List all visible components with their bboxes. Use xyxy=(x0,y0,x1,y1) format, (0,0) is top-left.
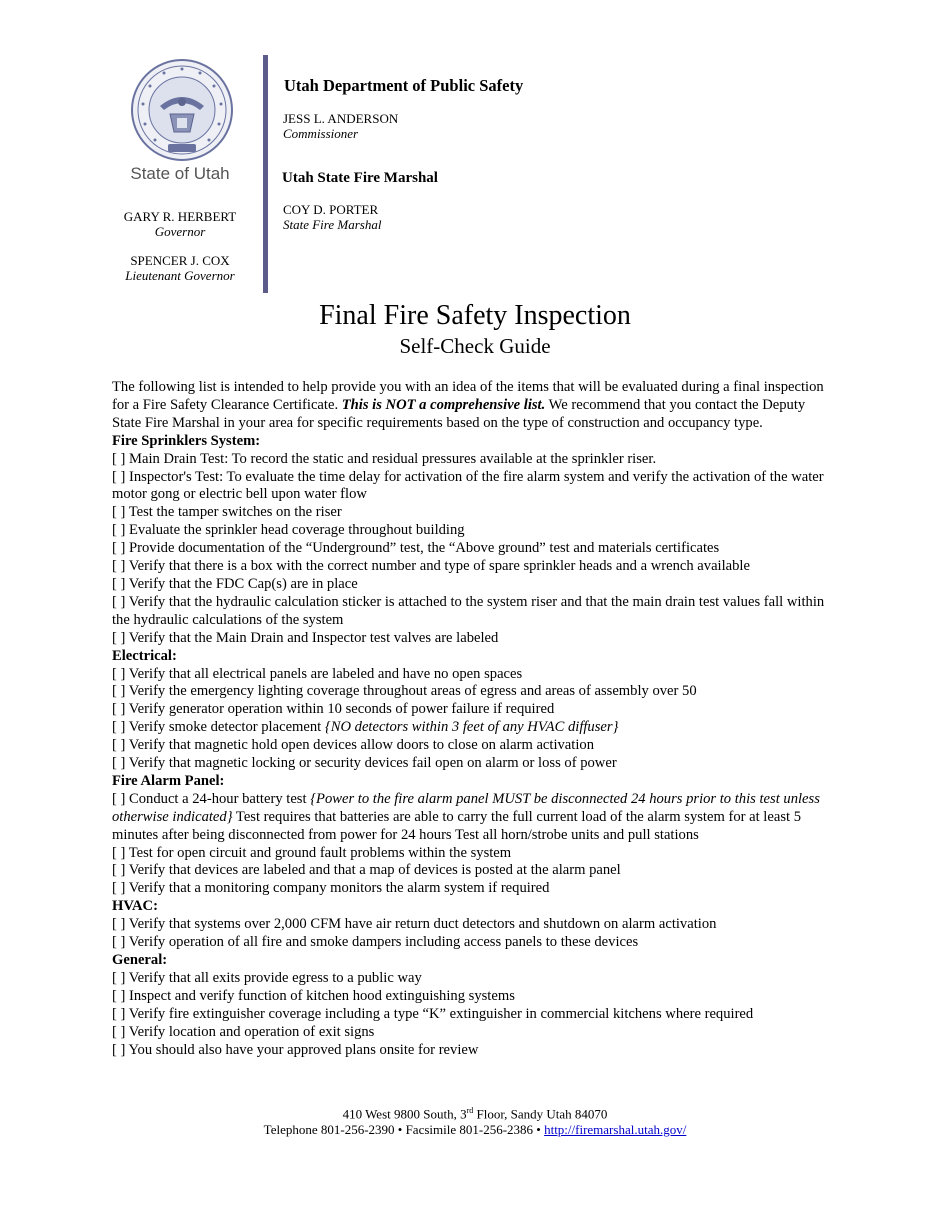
hvac-heading: HVAC: xyxy=(112,898,158,915)
battery-item-note: {Power to the fire alarm panel MUST be disconnected 24 hours prior to this test unless otherwise indicated} xyxy=(112,790,820,825)
checklist-item: [ ] Verify that magnetic locking or security devices fail open on alarm or loss of power xyxy=(112,755,617,772)
website-link[interactable]: http://firemarshal.utah.gov/ xyxy=(544,1122,687,1138)
checklist-item: [ ] Inspector's Test: To evaluate the time delay for activation of the fire alarm system and verify the activation of the water motor gong or electric bell upon water flow xyxy=(112,468,824,503)
sprinklers-heading: Fire Sprinklers System: xyxy=(112,432,261,449)
checklist-item: [ ] Main Drain Test: To record the static and residual pressures available at the sprinkler riser. xyxy=(112,450,657,467)
intro-text-2: We recommend that you contact the Deputy State Fire Marshal in your area for specific requirements based on the type of construction and occupancy type. xyxy=(112,396,806,431)
commissioner-block xyxy=(283,111,398,141)
electrical-heading: Electrical: xyxy=(112,647,177,664)
checklist-item: [ ] Test the tamper switches on the riser xyxy=(112,504,342,521)
contact-numbers: Telephone 801-256-2390 • Facsimile 801-256-2386 • xyxy=(263,1122,545,1138)
checklist-item: [ ] Verify that all electrical panels are labeled and have no open spaces xyxy=(112,665,523,682)
page-title: Final Fire Safety Inspection xyxy=(319,300,631,331)
governor-block xyxy=(110,209,250,239)
general-heading: General: xyxy=(112,952,168,968)
checklist-content xyxy=(112,379,836,1059)
intro-paragraph xyxy=(112,379,836,433)
checklist-item: [ ] Verify the emergency lighting coverage throughout areas of egress and areas of assembly over 50 xyxy=(112,683,697,700)
checklist-item: [ ] Verify that all exits provide egress to a public way xyxy=(112,969,422,986)
intro-emphasis: This is NOT a comprehensive list. xyxy=(341,396,546,413)
checklist-item: [ ] You should also have your approved plans onsite for review xyxy=(112,1041,479,1058)
checklist-item: [ ] Verify that the hydraulic calculation sticker is attached to the system riser and that the main drain test values fall within the hydraulic calculations of the system xyxy=(112,593,825,628)
checklist-item: [ ] Verify that the Main Drain and Inspector test valves are labeled xyxy=(112,629,499,646)
department-name: Utah Department of Public Safety xyxy=(284,76,524,95)
checklist-item xyxy=(112,791,836,845)
checklist-item: [ ] Verify that devices are labeled and that a map of devices is posted at the alarm panel xyxy=(112,862,621,879)
checklist-item: [ ] Verify that systems over 2,000 CFM have air return duct detectors and shutdown on alarm activation xyxy=(112,916,717,933)
footer-address xyxy=(0,1103,950,1122)
footer-contact xyxy=(0,1122,950,1138)
smoke-item-note: {NO detectors within 3 feet of any HVAC diffuser} xyxy=(324,719,619,736)
checklist-item: [ ] Test for open circuit and ground fault problems within the system xyxy=(112,844,512,861)
state-seal-icon xyxy=(130,58,234,162)
intro-text-1: The following list is intended to help provide you with an idea of the items that will be evaluated during a final inspection for a Fire Safety Clearance Certificate. xyxy=(112,379,824,413)
address-line: 410 West 9800 South, 3 xyxy=(342,1106,467,1122)
checklist-item: [ ] Verify that magnetic hold open devices allow doors to close on alarm activation xyxy=(112,737,594,754)
checklist-item: [ ] Verify fire extinguisher coverage including a type “K” extinguisher in commercial kitchens where required xyxy=(112,1005,754,1022)
checklist-item: [ ] Verify location and operation of exit signs xyxy=(112,1023,375,1040)
governor-title: Governor xyxy=(154,224,206,239)
fire-marshal-name: COY D. PORTER xyxy=(283,202,379,217)
checklist-item: [ ] Evaluate the sprinkler head coverage throughout building xyxy=(112,522,465,539)
checklist-item: [ ] Verify that the FDC Cap(s) are in place xyxy=(112,575,358,592)
fire-alarm-heading: Fire Alarm Panel: xyxy=(112,772,225,789)
address-superscript: rd xyxy=(466,1106,474,1115)
lt-governor-title: Lieutenant Governor xyxy=(125,268,235,283)
governor-name: GARY R. HERBERT xyxy=(123,209,237,224)
office-name: Utah State Fire Marshal xyxy=(282,170,438,186)
fire-marshal-title: State Fire Marshal xyxy=(283,217,382,232)
checklist-item: [ ] Inspect and verify function of kitchen hood extinguishing systems xyxy=(112,987,515,1004)
header-divider xyxy=(263,55,268,293)
lt-governor-name: SPENCER J. COX xyxy=(130,253,230,268)
checklist-item: [ ] Verify that a monitoring company monitors the alarm system if required xyxy=(112,880,550,897)
state-label: State of Utah xyxy=(130,164,230,183)
smoke-item-text: [ ] Verify smoke detector placement xyxy=(112,719,325,736)
battery-item-rest: Test requires that batteries are able to carry the full current load of the alarm system for at least 5 minutes after being disconnected from power for 24 hours Test all horn/strobe units and pull stations xyxy=(112,808,801,843)
address-line-end: Floor, Sandy Utah 84070 xyxy=(473,1106,608,1122)
commissioner-title: Commissioner xyxy=(283,126,359,141)
checklist-item: [ ] Verify that there is a box with the correct number and type of spare sprinkler heads and a wrench available xyxy=(112,558,750,575)
footer xyxy=(0,1103,950,1138)
lt-governor-block xyxy=(110,253,250,283)
page-subtitle: Self-Check Guide xyxy=(399,334,551,358)
fire-marshal-block xyxy=(283,202,381,232)
checklist-item: [ ] Verify operation of all fire and smoke dampers including access panels to these devices xyxy=(112,934,639,951)
battery-item-text: [ ] Conduct a 24-hour battery test xyxy=(112,790,311,807)
commissioner-name: JESS L. ANDERSON xyxy=(283,111,399,126)
checklist-item: [ ] Provide documentation of the “Underground” test, the “Above ground” test and materials certificates xyxy=(112,540,720,557)
checklist-item xyxy=(112,719,836,737)
checklist-item: [ ] Verify generator operation within 10 seconds of power failure if required xyxy=(112,701,555,718)
